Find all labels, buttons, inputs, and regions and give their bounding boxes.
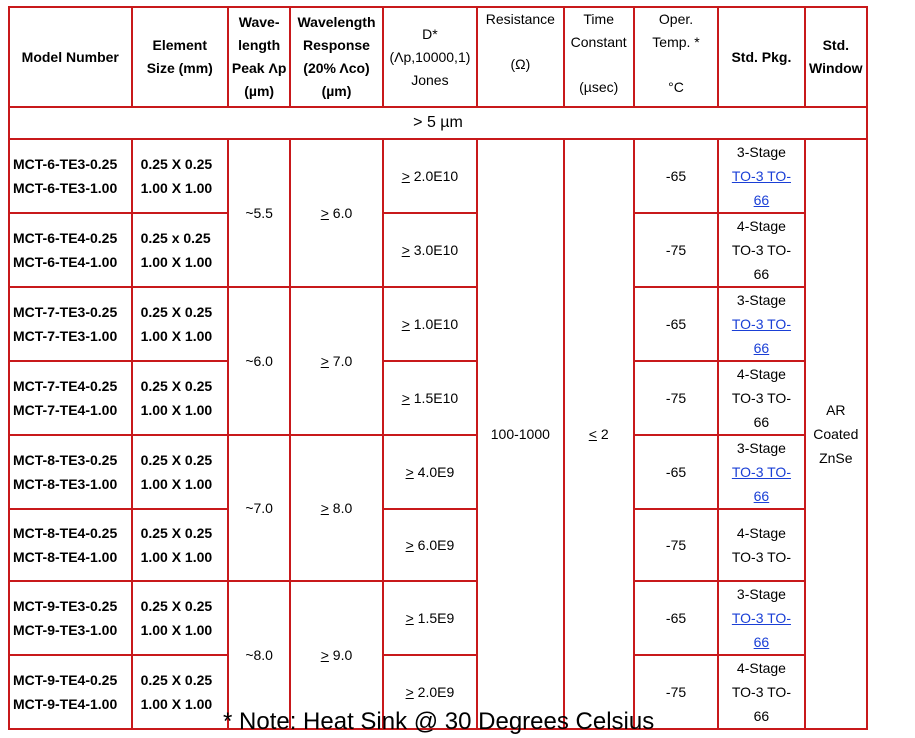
element-size: 1.00 X 1.00: [140, 549, 213, 565]
model-number: MCT-7-TE4-0.25: [13, 378, 118, 394]
element-size-cell: [132, 213, 228, 287]
element-size-cell: [132, 361, 228, 435]
package-link[interactable]: TO-3 TO-: [731, 464, 791, 480]
model-number-cell: [9, 287, 132, 361]
wavelength-response-value: 7.0: [328, 353, 353, 369]
less-equal-symbol: <: [588, 426, 597, 442]
header-operating-temp: Oper. Temp. * °C: [634, 7, 718, 107]
std-package-cell: [718, 213, 804, 287]
operating-temp-cell: -65: [634, 581, 718, 655]
model-number-cell: [9, 655, 132, 729]
wavelength-response-value: 6.0: [328, 205, 353, 221]
model-number-cell: [9, 509, 132, 581]
dstar-cell: [383, 581, 477, 655]
package-link[interactable]: 66: [753, 488, 770, 504]
window-text: ZnSe: [819, 450, 853, 466]
greater-equal-symbol: >: [401, 390, 410, 406]
peak-wavelength-cell: ~8.0: [228, 581, 290, 729]
header-dstar: D* (Λp,10000,1) Jones: [383, 7, 477, 107]
dstar-cell: [383, 361, 477, 435]
element-size: 0.25 x 0.25: [140, 230, 211, 246]
greater-equal-symbol: >: [401, 168, 410, 184]
greater-equal-symbol: >: [405, 464, 414, 480]
operating-temp-cell: -75: [634, 509, 718, 581]
header-std-package: Std. Pkg.: [718, 7, 804, 107]
greater-equal-symbol: >: [320, 500, 329, 516]
header-peak-wavelength: Wave- length Peak Λp (µm): [228, 7, 290, 107]
wavelength-response-cell: [290, 287, 382, 435]
section-label: > 5 µm: [9, 107, 867, 139]
package-stage-label: 4-Stage: [736, 525, 786, 541]
package-stage-label: 66: [753, 708, 770, 724]
package-link[interactable]: TO-3 TO-: [731, 610, 791, 626]
package-link[interactable]: 66: [753, 192, 770, 208]
package-stage-label: 4-Stage: [736, 218, 786, 234]
std-package-cell: [718, 287, 804, 361]
operating-temp-cell: -75: [634, 213, 718, 287]
greater-equal-symbol: >: [320, 353, 329, 369]
table-row: [9, 435, 867, 509]
dstar-value: 4.0E9: [413, 464, 455, 480]
element-size: 0.25 X 0.25: [140, 304, 213, 320]
element-size: 0.25 X 0.25: [140, 156, 213, 172]
element-size-cell: [132, 509, 228, 581]
package-stage-label: TO-3 TO-: [731, 242, 791, 258]
table-row: [9, 581, 867, 655]
greater-equal-symbol: >: [405, 537, 414, 553]
dstar-cell: [383, 287, 477, 361]
header-time-constant: Time Constant (µsec): [564, 7, 634, 107]
model-number: MCT-9-TE3-1.00: [13, 622, 118, 638]
std-window-cell: [805, 139, 867, 729]
peak-wavelength-cell: ~7.0: [228, 435, 290, 581]
dstar-value: 2.0E10: [409, 168, 459, 184]
header-resistance: Resistance (Ω): [477, 7, 563, 107]
model-number-cell: [9, 139, 132, 213]
std-package-cell: [718, 509, 804, 581]
package-stage-label: 66: [753, 414, 770, 430]
operating-temp-cell: -75: [634, 655, 718, 729]
peak-wavelength-cell: ~5.5: [228, 139, 290, 287]
table-row: [9, 361, 867, 435]
package-stage-label: TO-3 TO-: [731, 684, 791, 700]
package-stage-label: 4-Stage: [736, 660, 786, 676]
operating-temp-cell: -65: [634, 435, 718, 509]
model-number: MCT-8-TE4-1.00: [13, 549, 118, 565]
dstar-cell: [383, 139, 477, 213]
std-package-cell: [718, 361, 804, 435]
dstar-value: 1.0E10: [409, 316, 459, 332]
operating-temp-cell: -65: [634, 139, 718, 213]
package-stage-label: 3-Stage: [736, 586, 786, 602]
package-stage-label: TO-3 TO-: [731, 549, 791, 565]
model-number: MCT-8-TE3-1.00: [13, 476, 118, 492]
element-size: 0.25 X 0.25: [140, 525, 213, 541]
element-size: 1.00 X 1.00: [140, 254, 213, 270]
time-constant-cell: [564, 139, 634, 729]
dstar-value: 2.0E9: [413, 684, 455, 700]
operating-temp-cell: -75: [634, 361, 718, 435]
package-stage-label: 4-Stage: [736, 366, 786, 382]
greater-equal-symbol: >: [405, 610, 414, 626]
resistance-cell: 100-1000: [477, 139, 563, 729]
model-number-cell: [9, 361, 132, 435]
dstar-value: 3.0E10: [409, 242, 459, 258]
greater-equal-symbol: >: [401, 316, 410, 332]
element-size: 0.25 X 0.25: [140, 598, 213, 614]
wavelength-response-value: 9.0: [328, 647, 353, 663]
std-package-cell: [718, 139, 804, 213]
model-number: MCT-7-TE3-0.25: [13, 304, 118, 320]
std-package-cell: [718, 581, 804, 655]
model-number: MCT-9-TE3-0.25: [13, 598, 118, 614]
element-size-cell: [132, 581, 228, 655]
element-size-cell: [132, 435, 228, 509]
package-stage-label: 3-Stage: [736, 440, 786, 456]
model-number: MCT-6-TE3-0.25: [13, 156, 118, 172]
dstar-cell: [383, 435, 477, 509]
window-text: AR: [826, 402, 846, 418]
dstar-value: 6.0E9: [413, 537, 455, 553]
heat-sink-note: * Note: Heat Sink @ 30 Degrees Celsius: [223, 708, 655, 735]
model-number: MCT-8-TE4-0.25: [13, 525, 118, 541]
std-package-cell: [718, 655, 804, 729]
model-number-cell: [9, 213, 132, 287]
element-size: 1.00 X 1.00: [140, 402, 213, 418]
package-stage-label: 66: [753, 266, 770, 282]
model-number: MCT-7-TE4-1.00: [13, 402, 118, 418]
element-size: 0.25 X 0.25: [140, 452, 213, 468]
element-size: 1.00 X 1.00: [140, 696, 213, 712]
package-stage-label: 3-Stage: [736, 292, 786, 308]
dstar-value: 1.5E9: [413, 610, 455, 626]
model-number: MCT-6-TE4-0.25: [13, 230, 118, 246]
section-row: [9, 107, 867, 139]
table-row: [9, 509, 867, 581]
header-wavelength-response: Wavelength Response (20% Λco) (µm): [290, 7, 382, 107]
greater-equal-symbol: >: [401, 242, 410, 258]
package-link[interactable]: TO-3 TO-: [731, 168, 791, 184]
model-number-cell: [9, 435, 132, 509]
detector-spec-table: [8, 6, 868, 730]
dstar-value: 1.5E10: [409, 390, 459, 406]
element-size-cell: [132, 287, 228, 361]
model-number: MCT-9-TE4-1.00: [13, 696, 118, 712]
package-link[interactable]: 66: [753, 634, 770, 650]
wavelength-response-cell: [290, 435, 382, 581]
table-row: [9, 213, 867, 287]
model-number: MCT-9-TE4-0.25: [13, 672, 118, 688]
dstar-cell: [383, 509, 477, 581]
element-size-cell: [132, 139, 228, 213]
element-size: 0.25 X 0.25: [140, 672, 213, 688]
package-link[interactable]: TO-3 TO-: [731, 316, 791, 332]
window-text: Coated: [813, 426, 859, 442]
header-row: [9, 7, 867, 107]
model-number: MCT-6-TE4-1.00: [13, 254, 118, 270]
dstar-cell: [383, 213, 477, 287]
greater-equal-symbol: >: [320, 205, 329, 221]
header-model: Model Number: [9, 7, 132, 107]
element-size-cell: [132, 655, 228, 729]
model-number: MCT-8-TE3-0.25: [13, 452, 118, 468]
header-element-size: Element Size (mm): [132, 7, 228, 107]
model-number-cell: [9, 581, 132, 655]
package-stage-label: TO-3 TO-: [731, 390, 791, 406]
element-size: 1.00 X 1.00: [140, 622, 213, 638]
package-link[interactable]: 66: [753, 340, 770, 356]
operating-temp-cell: -65: [634, 287, 718, 361]
element-size: 1.00 X 1.00: [140, 476, 213, 492]
table-row: [9, 287, 867, 361]
peak-wavelength-cell: ~6.0: [228, 287, 290, 435]
element-size: 0.25 X 0.25: [140, 378, 213, 394]
time-constant-value: 2: [596, 426, 609, 442]
package-stage-label: 3-Stage: [736, 144, 786, 160]
model-number: MCT-6-TE3-1.00: [13, 180, 118, 196]
table-row: [9, 139, 867, 213]
greater-equal-symbol: >: [405, 684, 414, 700]
std-package-cell: [718, 435, 804, 509]
model-number: MCT-7-TE3-1.00: [13, 328, 118, 344]
element-size: 1.00 X 1.00: [140, 180, 213, 196]
wavelength-response-cell: [290, 139, 382, 287]
element-size: 1.00 X 1.00: [140, 328, 213, 344]
greater-equal-symbol: >: [320, 647, 329, 663]
header-std-window: Std. Window: [805, 7, 867, 107]
wavelength-response-value: 8.0: [328, 500, 353, 516]
